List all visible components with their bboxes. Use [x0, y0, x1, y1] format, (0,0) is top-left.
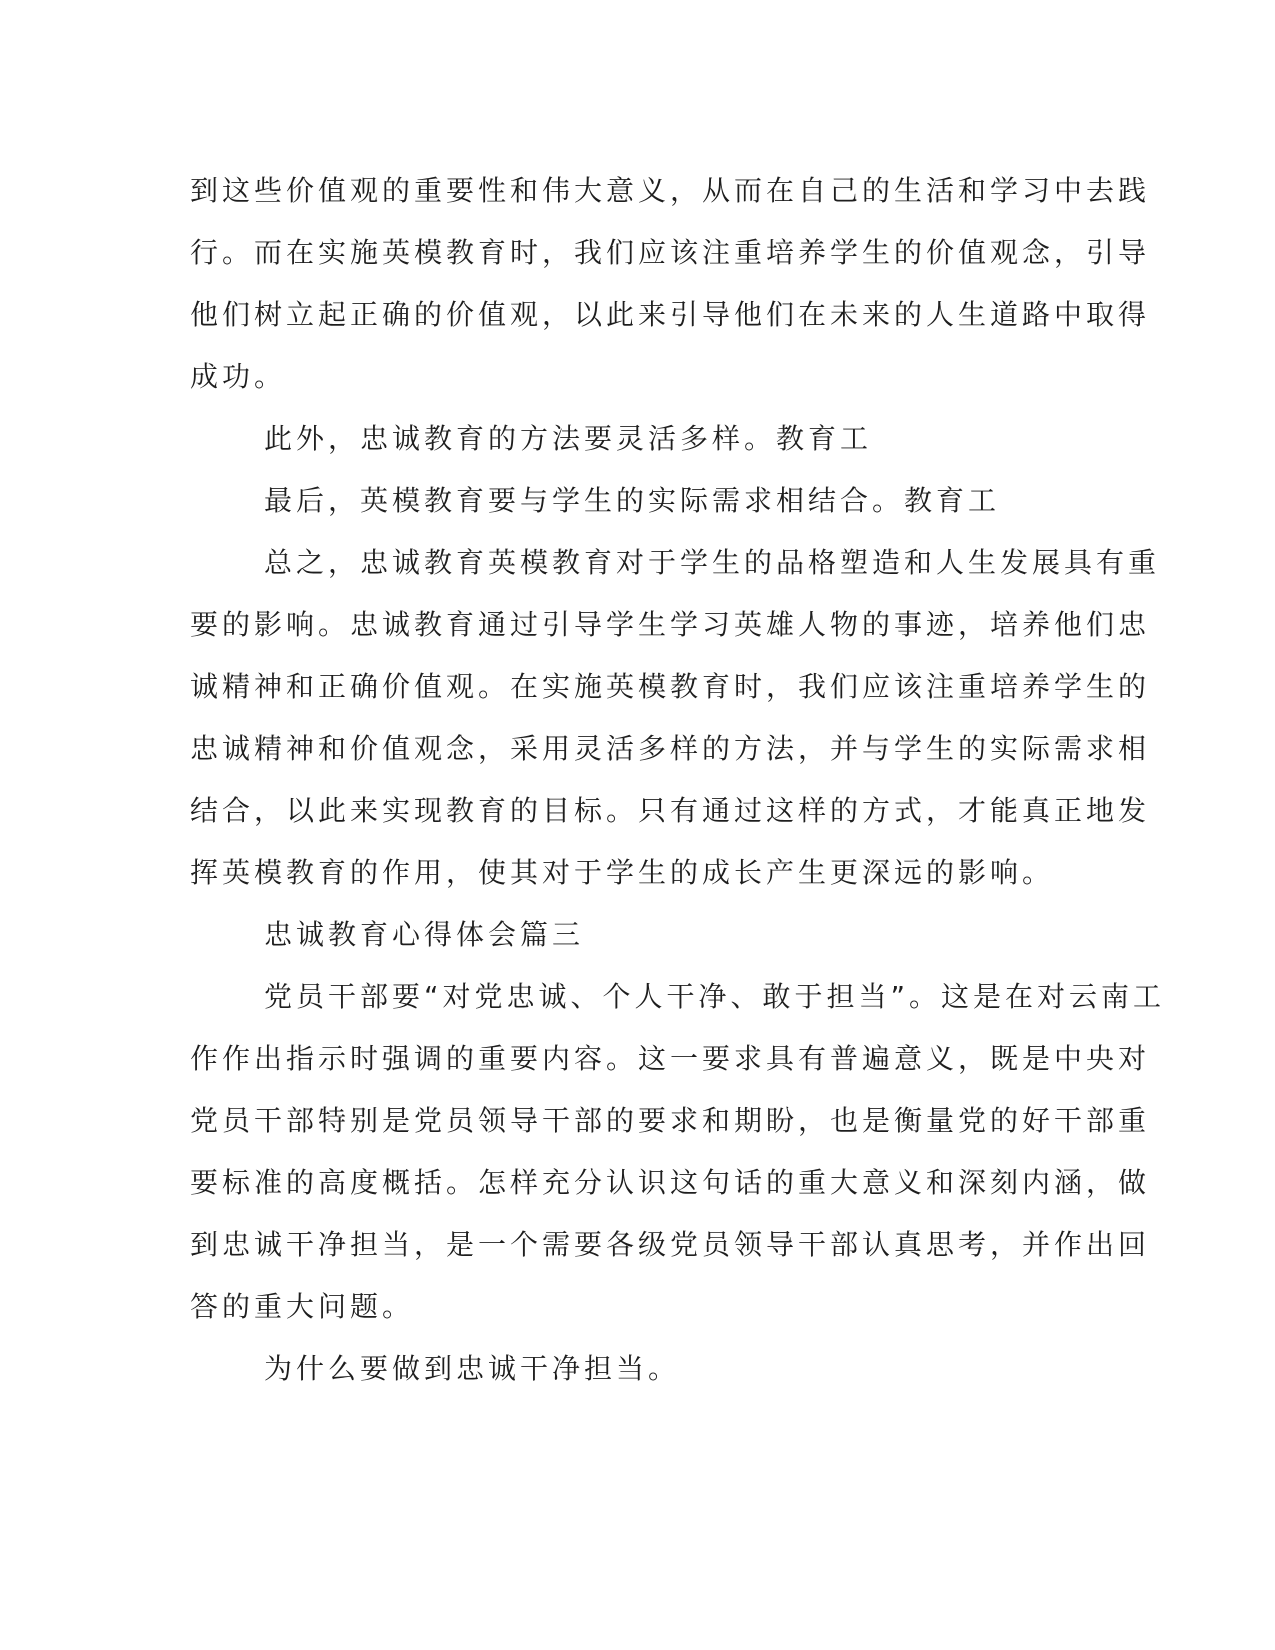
- text-line: 他们树立起正确的价值观，以此来引导他们在未来的人生道路中取得: [190, 298, 1151, 331]
- text-line: 挥英模教育的作用，使其对于学生的成长产生更深远的影响。: [190, 856, 1055, 889]
- text-line: 到这些价值观的重要性和伟大意义，从而在自己的生活和学习中去践: [190, 174, 1151, 207]
- text-line: 党员干部特别是党员领导干部的要求和期盼，也是衡量党的好干部重: [190, 1104, 1151, 1137]
- document-body: [190, 160, 1166, 1400]
- paragraph-start-line: 党员干部要“对党忠诚、个人干净、敢于担当”。这是在对云南工: [264, 980, 1166, 1013]
- section-heading: 忠诚教育心得体会篇三: [264, 918, 585, 951]
- text-line: 忠诚精神和价值观念，采用灵活多样的方法，并与学生的实际需求相: [190, 732, 1151, 765]
- paragraph-start-line: 总之，忠诚教育英模教育对于学生的品格塑造和人生发展具有重: [264, 546, 1161, 579]
- text-line: 答的重大问题。: [190, 1290, 415, 1323]
- text-line: 成功。: [190, 360, 287, 393]
- paragraph-start-line: 此外，忠诚教育的方法要灵活多样。教育工: [264, 422, 873, 455]
- text-line: 结合，以此来实现教育的目标。只有通过这样的方式，才能真正地发: [190, 794, 1151, 827]
- text-line: 诚精神和正确价值观。在实施英模教育时，我们应该注重培养学生的: [190, 670, 1151, 703]
- paragraph-start-line: 最后，英模教育要与学生的实际需求相结合。教育工: [264, 484, 1001, 517]
- text-line: 作作出指示时强调的重要内容。这一要求具有普遍意义，既是中央对: [190, 1042, 1151, 1075]
- text-line: 要的影响。忠诚教育通过引导学生学习英雄人物的事迹，培养他们忠: [190, 608, 1151, 641]
- text-line: 行。而在实施英模教育时，我们应该注重培养学生的价值观念，引导: [190, 236, 1151, 269]
- paragraph-start-line: 为什么要做到忠诚干净担当。: [264, 1352, 681, 1385]
- text-line: 要标准的高度概括。怎样充分认识这句话的重大意义和深刻内涵，做: [190, 1166, 1151, 1199]
- text-line: 到忠诚干净担当，是一个需要各级党员领导干部认真思考，并作出回: [190, 1228, 1151, 1261]
